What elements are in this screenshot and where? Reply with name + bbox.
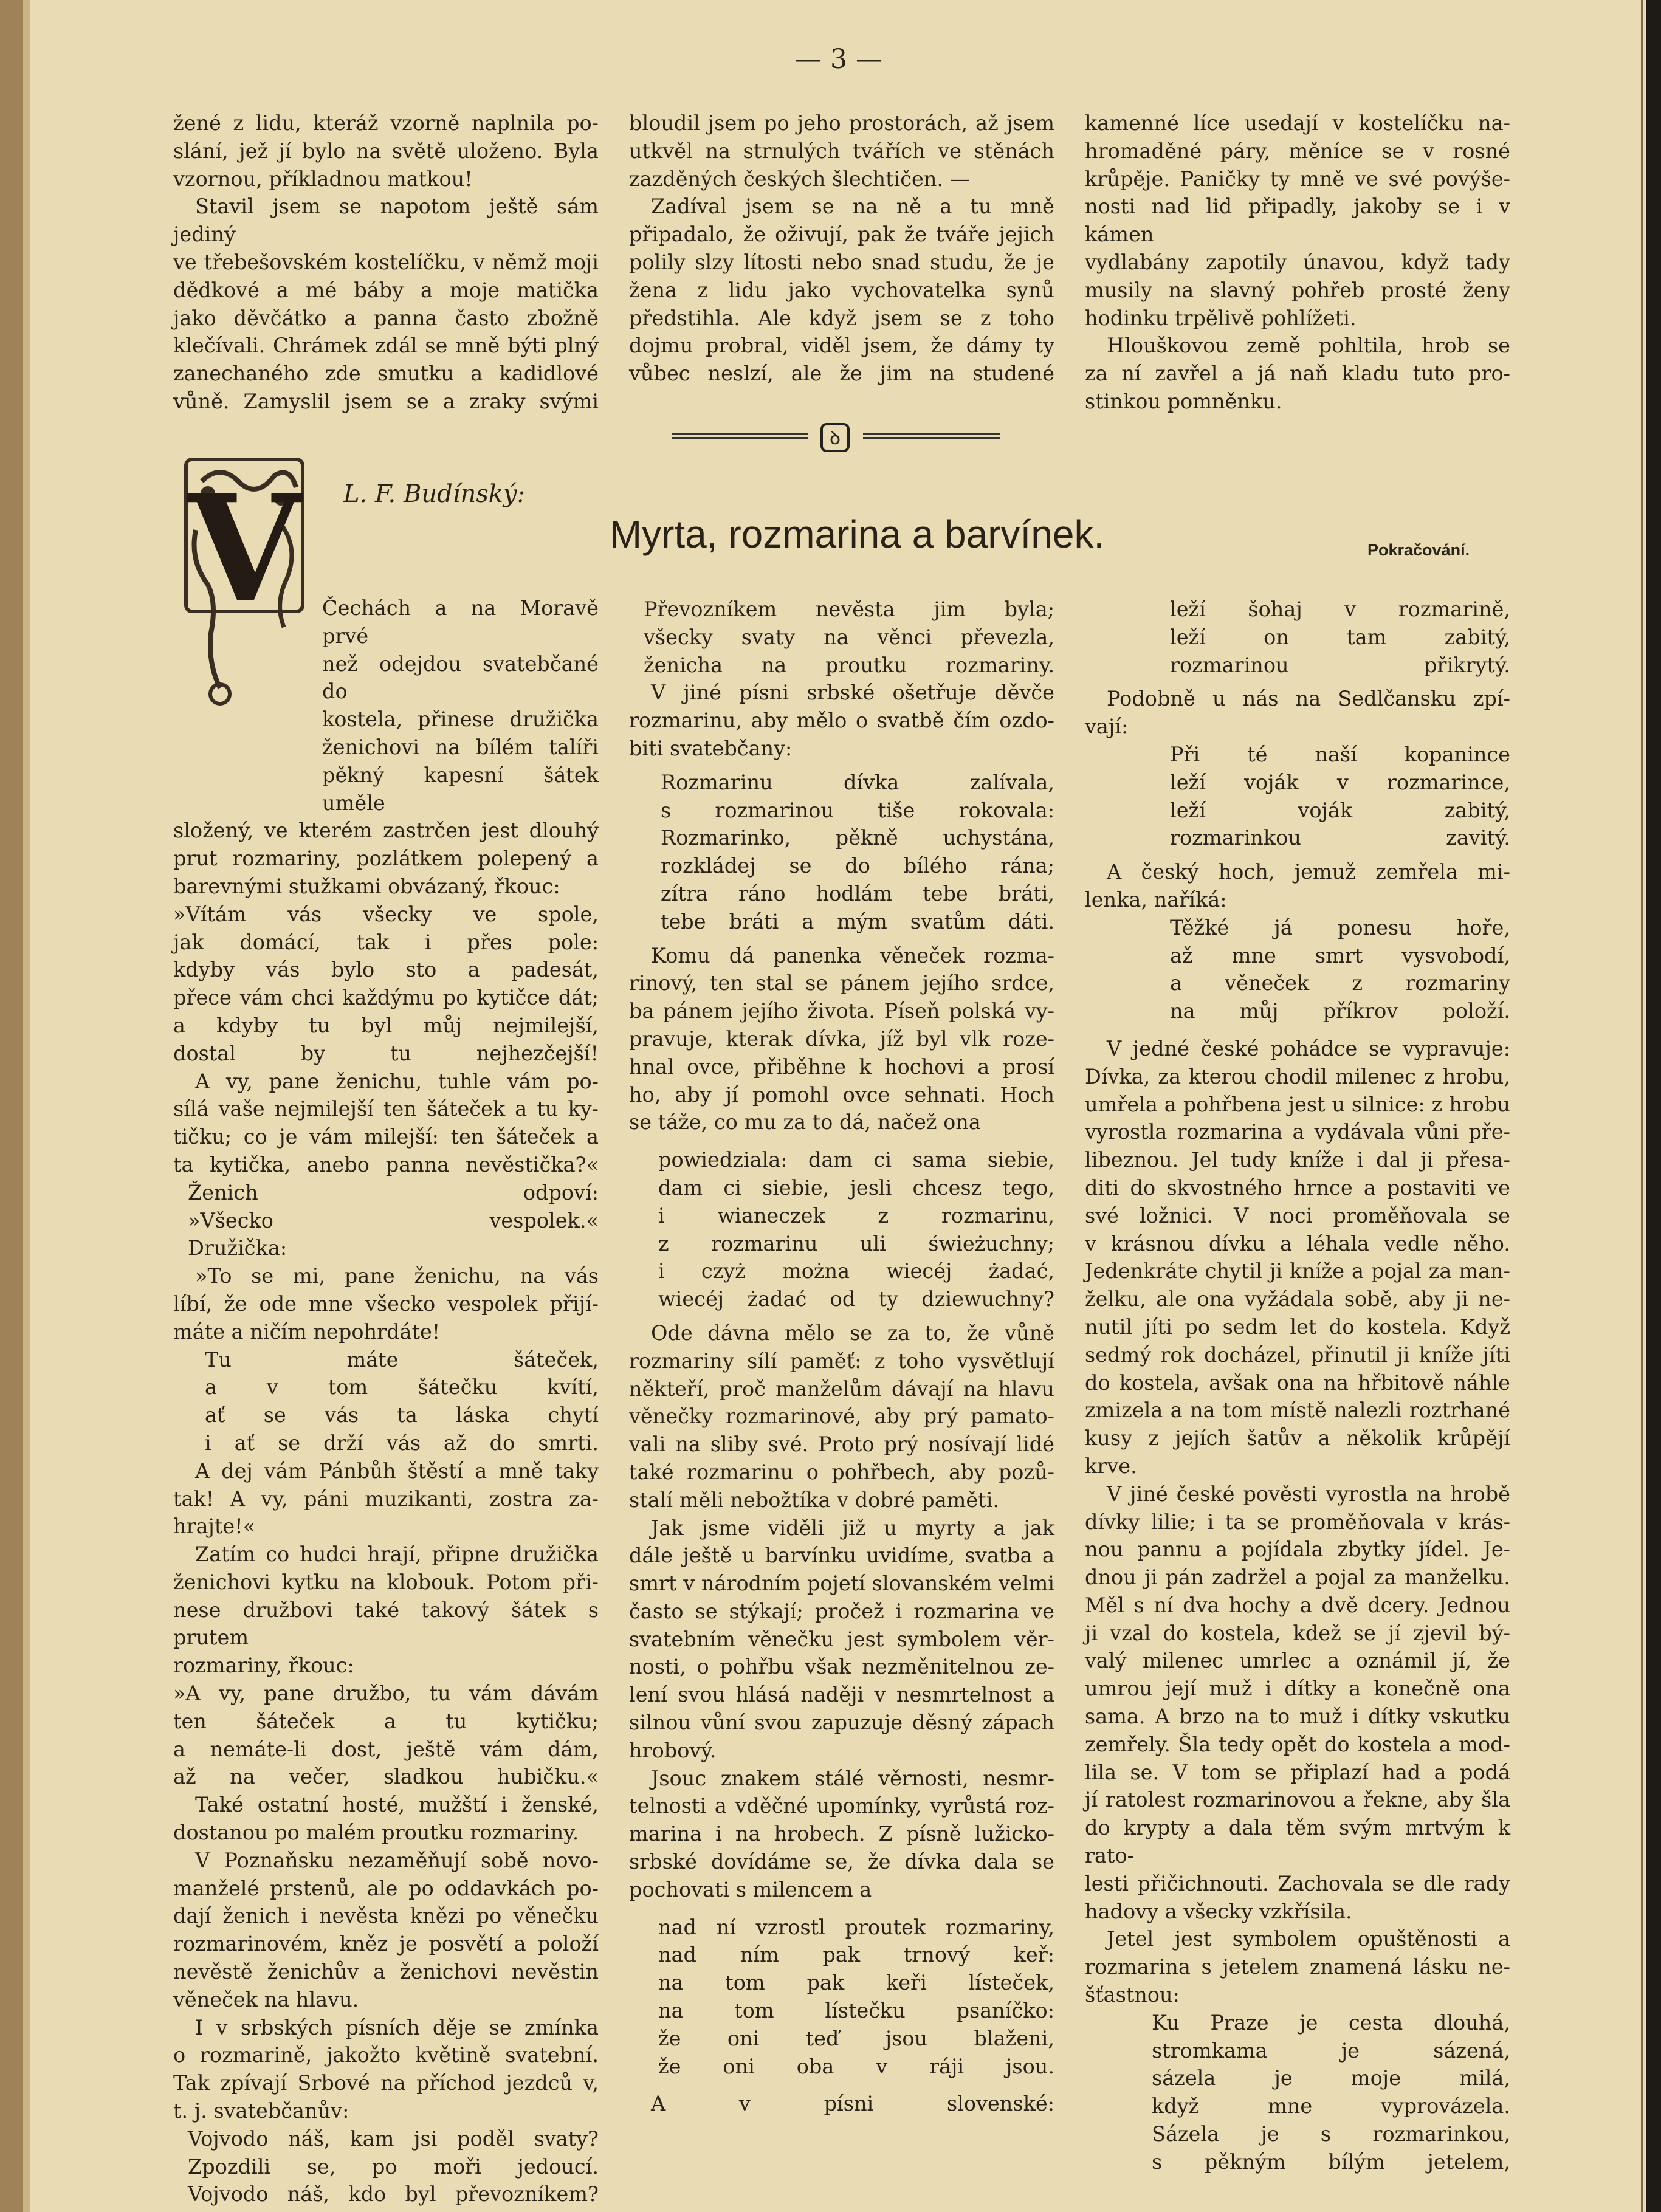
verse-line: kdyby vás bylo sto a padesát, [173, 958, 599, 982]
text-line: bloudil jsem po jeho prostorách, až jsem [629, 111, 1054, 135]
text-line: Zadíval jsem se na ně a tu mně [651, 194, 1054, 219]
text-line: sílá vaše nejmilejší ten šáteček a tu ky- [173, 1097, 599, 1121]
text-line: ženichovi kytku na klobouk. Potom při- [173, 1570, 599, 1594]
text-line: připadalo, že oživují, pak že tváře jejich [629, 222, 1054, 247]
text-line: Komu dá panenka věneček rozma- [651, 943, 1054, 967]
text-line: zemřely. Šla tedy opět do kostela a mod- [1085, 1732, 1510, 1756]
text-line: hrobový. [629, 1738, 717, 1762]
article-column-1 [173, 594, 599, 2208]
text-line: I v srbských písních děje se zmínka [195, 2015, 599, 2039]
text-line: zanechaného zde smutku a kadidlové [173, 362, 599, 386]
verse-line: leží šohaj v rozmarině, [1170, 597, 1510, 621]
text-line: Jedenkráte chytil ji kníže a pojal za man- [1085, 1259, 1510, 1283]
verse-line: a kdyby tu byl můj nejmilejší, [173, 1013, 599, 1037]
verse-line: »A vy, pane družbo, tu vám dávám [173, 1681, 599, 1706]
text-line: Ženich odpoví: [188, 1180, 599, 1204]
text-line: dají ženich i nevěsta knězi po věnečku [173, 1904, 599, 1928]
verse-line: na tom lístečku psaníčko: [658, 1999, 1054, 2023]
text-line: krve. [1085, 1454, 1137, 1478]
verse-line: Těžké já ponesu hoře, [1170, 915, 1510, 939]
text-line: Tak zpívají Srbové na příchod jezdců v, [173, 2071, 599, 2095]
text-line: do kostela, avšak ona na hřbitově náhle [1085, 1370, 1510, 1395]
text-line: silnou vůní svou zapuzuje děsný zápach [629, 1711, 1054, 1735]
verse-line: Rozmarinko, pěkně uchystána, [661, 826, 1054, 850]
text-line: hodinku trpělivě pohlížeti. [1085, 306, 1357, 330]
text-line: kostela, přinese družička [322, 707, 599, 732]
verse-line: Tu máte šáteček, [205, 1347, 599, 1372]
text-line: dnou ji pán zadržel a pojal za manželku. [1085, 1565, 1510, 1590]
text-line: rinový, ten stal se pánem jejího srdce, [629, 971, 1054, 995]
text-line: ta kytička, anebo panna nevěstička?« [173, 1152, 599, 1176]
verse-line: zítra ráno hodlám tebe bráti, [661, 881, 1054, 905]
text-line: Jsouc znakem stálé věrnosti, nesmr- [651, 1766, 1054, 1790]
text-line: ženichovi na bílém talíři [322, 735, 599, 759]
text-line: barevnými stužkami obvázaný, řkouc: [173, 874, 560, 898]
verse-line: všecky svaty na věnci převezla, [644, 625, 1054, 649]
text-line: kusy z jejích šatův a několik krůpějí [1085, 1426, 1510, 1451]
verse-line: nad ním pak trnový keř: [658, 1943, 1054, 1967]
text-line: často se stýkají; pročež i rozmarina ve [629, 1599, 1054, 1623]
text-line: věnečky rozmarinové, aby prý pamato- [629, 1404, 1054, 1429]
verse-line: rozmarinou přikrytý. [1170, 653, 1510, 677]
text-line: ba pánem jejího života. Píseň polská vy- [629, 999, 1054, 1023]
verse-line: na můj příkrov položí. [1170, 999, 1510, 1023]
top-column-3 [1085, 109, 1510, 416]
verse-line: rozkládej se do bílého rána; [661, 854, 1054, 878]
text-line: V jiné písni srbské ošetřuje děvče [651, 681, 1054, 705]
text-line: do krypty a dala těm svým mrtvým k rato- [1085, 1816, 1510, 1868]
text-line: V jiné české pověsti vyrostla na hrobě [1107, 1482, 1510, 1506]
text-line: rozmarina s jetelem znamená lásku ne- [1085, 1955, 1510, 1979]
verse-line: s rozmarinou tiše rokovala: [661, 798, 1054, 822]
text-line: klečívali. Chrámek zdál se mně býti plný [173, 334, 599, 358]
text-line: věneček na hlavu. [173, 1987, 359, 2011]
text-line: Dívka, za kterou chodil milenec z hrobu, [1085, 1064, 1510, 1088]
page-number: — 3 — [795, 44, 882, 75]
verse-line: a nemáte-li dost, ještě vám dám, [173, 1737, 599, 1761]
divider-rule-right [863, 433, 1000, 439]
text-line: A v písni slovenské: [651, 2092, 1054, 2116]
article-title: Myrta, rozmarina a barvínek. [609, 512, 1105, 556]
text-line: máte a ničím nepohrdáte! [173, 1319, 441, 1344]
page-right-edge [1646, 0, 1661, 2212]
verse-line: i wianeczek z rozmarinu, [658, 1203, 1054, 1228]
text-line: tičku; co je vám milejší: ten šáteček a [173, 1125, 599, 1149]
verse-line: leží voják v rozmarince, [1170, 770, 1510, 794]
text-line: A dej vám Pánbůh štěstí a mně taky [195, 1458, 599, 1483]
verse-line: i ať se drží vás až do smrti. [205, 1431, 599, 1455]
text-line: pochovati s milencem a [629, 1877, 872, 1901]
spacer [629, 763, 1054, 769]
text-line: vůně. Zamyslil jsem se a zraky svými [173, 389, 599, 413]
verse-line: powiedziala: dam ci sama siebie, [658, 1148, 1054, 1172]
verse-line: Zpozdili se, po moři jedoucí. [188, 2154, 599, 2179]
text-line: vydlabány zapotily únavou, když tady [1085, 250, 1510, 274]
text-line: Podobně u nás na Sedlčansku zpí- [1107, 687, 1510, 711]
text-line: dostanou po malém proutku rozmariny. [173, 1821, 579, 1845]
text-line: rozmarinovém, kněz je posvětí a položí [173, 1932, 599, 1956]
verse-line: ženicha na proutku rozmariny. [644, 653, 1054, 677]
text-line: někteří, proč manželům dávají na hlavu [629, 1376, 1054, 1401]
spacer [629, 936, 1054, 942]
verse-line: leží voják zabitý, [1170, 798, 1510, 822]
verse-line: leží on tam zabitý, [1170, 625, 1510, 649]
text-line: ho, aby jí pomohl ovce sehnati. Hoch [629, 1082, 1054, 1107]
text-line: než odejdou svatebčané do [322, 651, 599, 704]
text-line: dívky lilie; i ta se proměňovala v krás- [1085, 1510, 1510, 1534]
spacer [629, 1136, 1054, 1146]
text-line: V Poznaňsku nezaměňují sobě novo- [195, 1848, 599, 1872]
verse-line: ten šáteček a tu kytičku; [173, 1709, 599, 1733]
verse-line: a věneček z rozmariny [1170, 971, 1510, 995]
verse-line: s pěkným bílým jetelem, [1152, 2149, 1510, 2174]
text-line: manželé prstenů, ale po oddavkách po- [173, 1876, 599, 1900]
text-line: marina i na hrobech. Z písně lužicko- [629, 1822, 1054, 1846]
text-line: lenka, naříká: [1085, 887, 1227, 912]
text-line: vali na sliby své. Proto prý nosívají lidé [629, 1432, 1054, 1457]
verse-line: nad ní vzrostl proutek rozmariny, [658, 1915, 1054, 1939]
verse-line: dam ci siebie, jesli chcesz tego, [658, 1175, 1054, 1200]
verse-line: až mne smrt vysvobodí, [1170, 943, 1510, 967]
verse-line: ať se vás ta láska chytí [205, 1403, 599, 1427]
text-line: Jetel jest symbolem opuštěnosti a [1107, 1927, 1510, 1951]
verse-line: »Vítám vás všecky ve spole, [173, 902, 599, 926]
text-line: tak! A vy, páni muzikanti, zostra za- [173, 1486, 599, 1511]
text-line: šťastnou: [1085, 1983, 1180, 2007]
text-line: žené z lidu, kteráž vzorně naplnila po- [173, 111, 599, 135]
text-line: slání, jež jí bylo na světě uloženo. Byla [173, 139, 599, 163]
verse-line: Ku Praze je cesta dlouhá, [1152, 2010, 1510, 2035]
verse-line: až na večer, sladkou hubičku.« [173, 1765, 599, 1789]
text-line: vůbec neslzí, ale že jim na studené [629, 362, 1054, 386]
text-line: Ode dávna mělo se za to, že vůně [651, 1321, 1054, 1345]
text-line: sama. A brzo na to muž i dítky vskutku [1085, 1705, 1510, 1729]
text-line: telnosti a vděčné upomínky, vyrůstá roz- [629, 1794, 1054, 1818]
text-line: umřela a pohřbena jest u silnice: z hrobu [1085, 1092, 1510, 1116]
spacer [629, 1313, 1054, 1319]
spacer [629, 2080, 1054, 2090]
text-line: pěkný kapesní šátek uměle [322, 763, 599, 815]
article-author: L. F. Budínský: [343, 480, 526, 508]
text-line: Stavil jsem se napotom ještě sám jediný [173, 194, 599, 247]
text-line: o rozmarině, jakožto květině svatební. [173, 2043, 599, 2067]
text-line: svatebním věnečku jest symbolem věr- [629, 1627, 1054, 1651]
text-line: Jak jsme viděli již u myrty a jak [651, 1516, 1054, 1540]
verse-line: wiecéj żadać od ty dziewuchny? [658, 1287, 1054, 1311]
text-line: líbí, že ode mne všecko vespolek přijí- [173, 1291, 599, 1316]
text-line: A vy, pane ženichu, tuhle vám po- [195, 1069, 599, 1093]
text-line: zazděných českých šlechtičen. — [629, 167, 971, 191]
text-line: Čechách a na Moravě prvé [322, 596, 599, 648]
text-line: složený, ve kterém zastrčen jest dlouhý [173, 819, 599, 843]
text-line: Družička: [188, 1236, 287, 1260]
text-line: ve třebešovském kostelíčku, v němž moji [173, 250, 599, 274]
text-line: biti svatebčany: [629, 736, 793, 760]
verse-line: když mne vyprovázela. [1152, 2094, 1510, 2118]
text-line: polily slzy lítosti nebo snad studu, že je [629, 250, 1054, 274]
text-line: dojmu probral, viděl jsem, že dámy ty [629, 334, 1054, 358]
top-column-1 [173, 109, 599, 416]
text-line: za ní zavřel a já naň kladu tuto pro- [1085, 362, 1510, 386]
text-line: Měl s ní dva hochy a dvě dcery. Jednou [1085, 1593, 1510, 1617]
text-line: diti do skvostného hrnce a postaviti ve [1085, 1175, 1510, 1200]
verse-line: dostal by tu nejhezčejší! [173, 1041, 599, 1065]
text-line: lesti přičichnouti. Zachovala se dle rady [1085, 1871, 1510, 1895]
text-line: »Všecko vespolek.« [188, 1208, 599, 1232]
spacer [1085, 1025, 1510, 1035]
text-line: rozmariny, řkouc: [173, 1654, 354, 1678]
verse-line: Převozníkem nevěsta jim byla; [644, 597, 1054, 621]
verse-line: i czyż można wiecéj żadać, [658, 1259, 1054, 1283]
divider-ornament-icon: ꝺ [820, 423, 850, 452]
text-line: V jedné české pohádce se vypravuje: [1107, 1036, 1510, 1060]
article-column-2 [629, 596, 1054, 2118]
text-line: hromaděné páry, měníce se v rosné [1085, 139, 1510, 163]
text-line: nutil jíti po sedm let do kostela. Když [1085, 1314, 1510, 1339]
text-line: hadovy a všecky vzkřísila. [1085, 1899, 1352, 1923]
text-line: zmizela a na tom místě nalezli roztrhané [1085, 1398, 1510, 1423]
text-line: želku, ale ona vyžádala sobě, aby ji ne- [1085, 1287, 1510, 1311]
page-right-rule [1641, 0, 1643, 2212]
text-line: utkvěl na strnulých tvářích ve stěnách [629, 139, 1054, 163]
text-line: sedmý rok docházel, přinutil ji kníže jíti [1085, 1342, 1510, 1367]
text-line: valý milenec umrlec a oznámil jí, že [1085, 1649, 1510, 1673]
text-line: také rozmarinu o pohřbech, aby pozů- [629, 1460, 1054, 1484]
page-binding-shadow [23, 0, 30, 2212]
text-line: smrt v národním pojetí slovanském velmi [629, 1571, 1054, 1596]
text-line: stalí měli nebožtíka v dobré paměti. [629, 1488, 1000, 1512]
verse-line: tebe bráti a mým svatům dáti. [661, 909, 1054, 933]
text-line: se táže, co mu za to dá, načež ona [629, 1110, 981, 1135]
verse-line: že oni oba v ráji jsou. [658, 2054, 1054, 2078]
text-line: pravuje, kterak dívka, jíž byl vlk roze- [629, 1026, 1054, 1051]
spacer [629, 1904, 1054, 1914]
text-line: rozmariny sílí paměť: z toho vysvětlují [629, 1348, 1054, 1373]
verse-line: rozmarinkou zavitý. [1170, 826, 1510, 850]
verse-line: na tom pak keři lísteček, [658, 1971, 1054, 1995]
text-line: stinkou pomněnku. [1085, 389, 1282, 413]
dropcap-letter: V [187, 463, 301, 634]
text-line: své ložnici. V noci proměňovala se [1085, 1203, 1510, 1228]
article-column-3 [1085, 596, 1510, 2176]
spacer [1085, 852, 1510, 858]
verse-line: sázela je moje milá, [1152, 2066, 1510, 2090]
verse-line: Rozmarinu dívka zalívala, [661, 770, 1054, 794]
text-line: prut rozmariny, pozlátkem polepený a [173, 847, 599, 871]
text-line: žena z lidu jako vychovatelka synů [629, 278, 1054, 302]
text-line: v krásnou dívku a léhala vedle něho. [1085, 1231, 1510, 1255]
text-line: lení svou hlásá naději v nesmrtelnost a [629, 1683, 1054, 1707]
verse-line: Vojvodo náš, kdo byl převozníkem? [188, 2182, 599, 2207]
text-line: dědkové a mé báby a moje matička [173, 278, 599, 302]
text-line: Hlouškovou země pohltila, hrob se [1107, 334, 1510, 358]
text-line: vzornou, příkladnou matkou! [173, 167, 473, 191]
verse-line: a v tom šátečku kvítí, [205, 1375, 599, 1400]
text-line: Zatím co hudci hrají, připne družička [195, 1542, 599, 1567]
verse-line: že oni teď jsou blaženi, [658, 2026, 1054, 2050]
verse-line: Sázela je s rozmarinkou, [1152, 2122, 1510, 2146]
text-line: »To se mi, pane ženichu, na vás [195, 1264, 599, 1288]
text-line: musily na slavný pohřeb prosté ženy [1085, 278, 1510, 302]
top-column-2 [629, 109, 1054, 388]
text-line: jí ratolest rozmarinovou a řekne, aby šla [1085, 1788, 1510, 1812]
text-line: dále ještě u barvínku uvidíme, svatba a [629, 1544, 1054, 1568]
text-line: rozmarinu, aby mělo o svatbě čím ozdo- [629, 709, 1054, 733]
verse-line: stromkama je sázená, [1152, 2038, 1510, 2063]
text-line: nou pannu a pojídala zbytky jídel. Je- [1085, 1537, 1510, 1562]
text-line: kamenné líce usedají v kostelíčku na- [1085, 111, 1510, 135]
text-line: hrajte!« [173, 1514, 256, 1539]
text-line: ji vzal do kostela, kdež se jí zjevil bý- [1085, 1621, 1510, 1645]
text-line: libeznou. Jel tudy kníže i dal ji přesa- [1085, 1148, 1510, 1172]
text-line: lila se. V tom se připlazí had a podá [1085, 1760, 1510, 1784]
text-line: vyrostla rozmarina a vydávala vůni pře- [1085, 1120, 1510, 1144]
verse-line: Při té naší kopanince [1170, 742, 1510, 766]
text-line: Také ostatní hosté, mužští i ženské, [195, 1793, 599, 1817]
text-line: nosti, o pohřbu však nezměnitelnou ze- [629, 1655, 1054, 1679]
text-line: předstihla. Ale když jsem se z toho [629, 306, 1054, 330]
text-line: nese družbovi také takový šátek s prutem [173, 1598, 599, 1650]
verse-line: Vojvodo náš, kam jsi poděl svaty? [188, 2126, 599, 2151]
continuation-note: Pokračování. [1367, 541, 1470, 559]
page-binding-edge [0, 0, 23, 2212]
text-line: hnal ovce, přiběhne k hochovi a prosí [629, 1054, 1054, 1079]
text-line: srbské dovídáme se, že dívka dala se [629, 1850, 1054, 1874]
verse-line: jak domácí, tak i přes pole: [173, 930, 599, 954]
verse-line: přece vám chci každýmu po kytičce dát; [173, 986, 599, 1010]
text-line: nevěstě ženichův a ženichovi nevěstin [173, 1960, 599, 1984]
verse-line: z rozmarinu uli świeżuchny; [658, 1231, 1054, 1255]
text-line: vají: [1085, 715, 1129, 739]
text-line: umrou její muž i dítky a konečně ona [1085, 1677, 1510, 1701]
text-line: krůpěje. Paničky ty mně ve své povýše- [1085, 167, 1510, 191]
text-line: jako děvčátko a panna často zbožně [173, 306, 599, 330]
spacer [1085, 679, 1510, 685]
text-line: nosti nad lid připadly, jakoby se i v kámen [1085, 194, 1510, 247]
text-line: t. j. svatebčanův: [173, 2099, 349, 2123]
divider-rule-left [672, 433, 808, 439]
text-line: A český hoch, jemuž zemřela mi- [1107, 860, 1510, 884]
